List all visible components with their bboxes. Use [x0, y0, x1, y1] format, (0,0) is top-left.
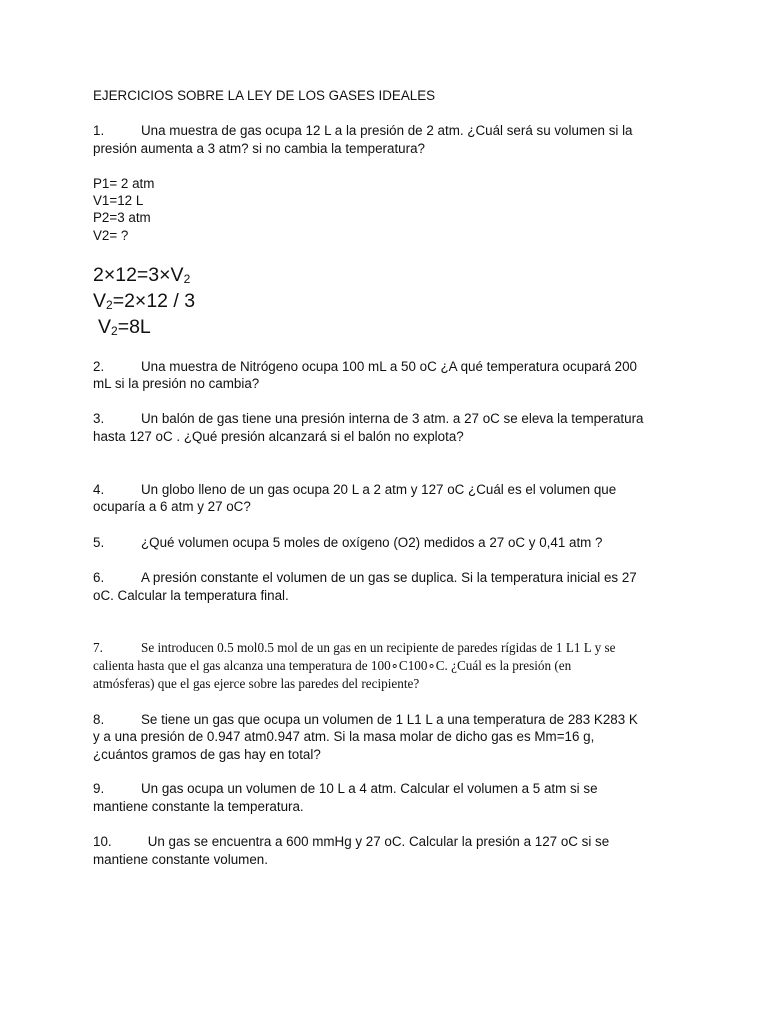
exercise-text: Se introducen 0.5 mol0.5 mol de un gas en un recipiente de paredes rígidas de 1 L1 L y se	[141, 640, 616, 655]
given-v2: V2= ?	[93, 228, 129, 243]
exercise-number: 1.	[93, 123, 105, 138]
subscript: 2	[183, 272, 191, 286]
exercise-3-line-1	[93, 410, 643, 428]
exercise-2-line-2: mL si la presión no cambia?	[93, 376, 260, 391]
exercise-7-line-1	[93, 639, 616, 657]
exercise-8-line-3: ¿cuántos gramos de gas hay en total?	[93, 747, 321, 762]
subscript: 2	[111, 324, 118, 338]
solution-step-3-var: V	[98, 316, 112, 338]
exercise-7-line-2: calienta hasta que el gas alcanza una temperatura de 100∘C100∘C. ¿Cuál es la presión (en	[93, 658, 572, 673]
exercise-text: ¿Qué volumen ocupa 5 moles de oxígeno (O2) medidos a 27 oC y 0,41 atm ?	[141, 535, 603, 550]
exercise-10-line-2: mantiene constante volumen.	[93, 852, 268, 867]
exercise-4-line-1	[93, 481, 616, 499]
exercise-text: Se tiene un gas que ocupa un volumen de 1 L1 L a una temperatura de 283 K283 K	[141, 712, 638, 727]
exercise-number: 2.	[93, 359, 105, 374]
exercise-10-line-1	[93, 833, 609, 851]
exercise-number: 3.	[93, 411, 105, 426]
given-p2: P2=3 atm	[93, 210, 151, 225]
document-title: EJERCICIOS SOBRE LA LEY DE LOS GASES IDEALES	[93, 88, 436, 103]
exercise-number: 7.	[93, 640, 103, 655]
given-v1: V1=12 L	[93, 193, 144, 208]
exercise-1-line-1	[93, 122, 633, 140]
exercise-text: Un globo lleno de un gas ocupa 20 L a 2 atm y 127 oC ¿Cuál es el volumen que	[141, 482, 617, 497]
exercise-number: 5.	[93, 535, 105, 550]
exercise-text: Una muestra de Nitrógeno ocupa 100 mL a 50 oC ¿A qué temperatura ocupará 200	[141, 359, 638, 374]
exercise-8-line-1	[93, 711, 638, 729]
exercise-4-line-2: ocuparía a 6 atm y 27 oC?	[93, 499, 251, 514]
exercise-2-line-1	[93, 358, 637, 376]
exercise-text: Una muestra de gas ocupa 12 L a la presión de 2 atm. ¿Cuál será su volumen si la	[141, 123, 633, 138]
exercise-1-line-2: presión aumenta a 3 atm? si no cambia la temperatura?	[93, 141, 425, 156]
exercise-7-line-3: atmósferas) que el gas ejerce sobre las paredes del recipiente?	[93, 676, 420, 691]
exercise-text: Un gas ocupa un volumen de 10 L a 4 atm. Calcular el volumen a 5 atm si se	[141, 781, 598, 796]
exercise-number: 9.	[93, 781, 105, 796]
exercise-number: 8.	[93, 712, 105, 727]
exercise-9-line-2: mantiene constante la temperatura.	[93, 799, 304, 814]
solution-step-2-text: =2×12 / 3	[112, 290, 196, 312]
exercise-text: A presión constante el volumen de un gas se duplica. Si la temperatura inicial es 27	[141, 570, 637, 585]
exercise-6-line-2: oC. Calcular la temperatura final.	[93, 588, 289, 603]
subscript: 2	[106, 298, 113, 312]
exercise-number: 4.	[93, 482, 105, 497]
exercise-text: Un balón de gas tiene una presión interna de 3 atm. a 27 oC se eleva la temperatura	[141, 411, 644, 426]
exercise-9-line-1	[93, 780, 598, 798]
exercise-number: 10.	[93, 834, 112, 849]
solution-step-3-text: =8L	[117, 316, 151, 338]
exercise-text: Un gas se encuentra a 600 mmHg y 27 oC. Calcular la presión a 127 oC si se	[144, 834, 610, 849]
exercise-number: 6.	[93, 570, 105, 585]
solution-step-3	[98, 314, 151, 344]
given-p1: P1= 2 atm	[93, 176, 155, 191]
exercise-6-line-1	[93, 569, 637, 587]
exercise-5-line-1	[93, 534, 603, 552]
exercise-8-line-2: y a una presión de 0.947 atm0.947 atm. Si la masa molar de dicho gas es Mm=16 g,	[93, 729, 595, 744]
exercise-3-line-2: hasta 127 oC . ¿Qué presión alcanzará si el balón no explota?	[93, 429, 464, 444]
solution-step-1-text: 2×12=3×V	[93, 264, 184, 286]
solution-step-2-var: V	[93, 290, 107, 312]
